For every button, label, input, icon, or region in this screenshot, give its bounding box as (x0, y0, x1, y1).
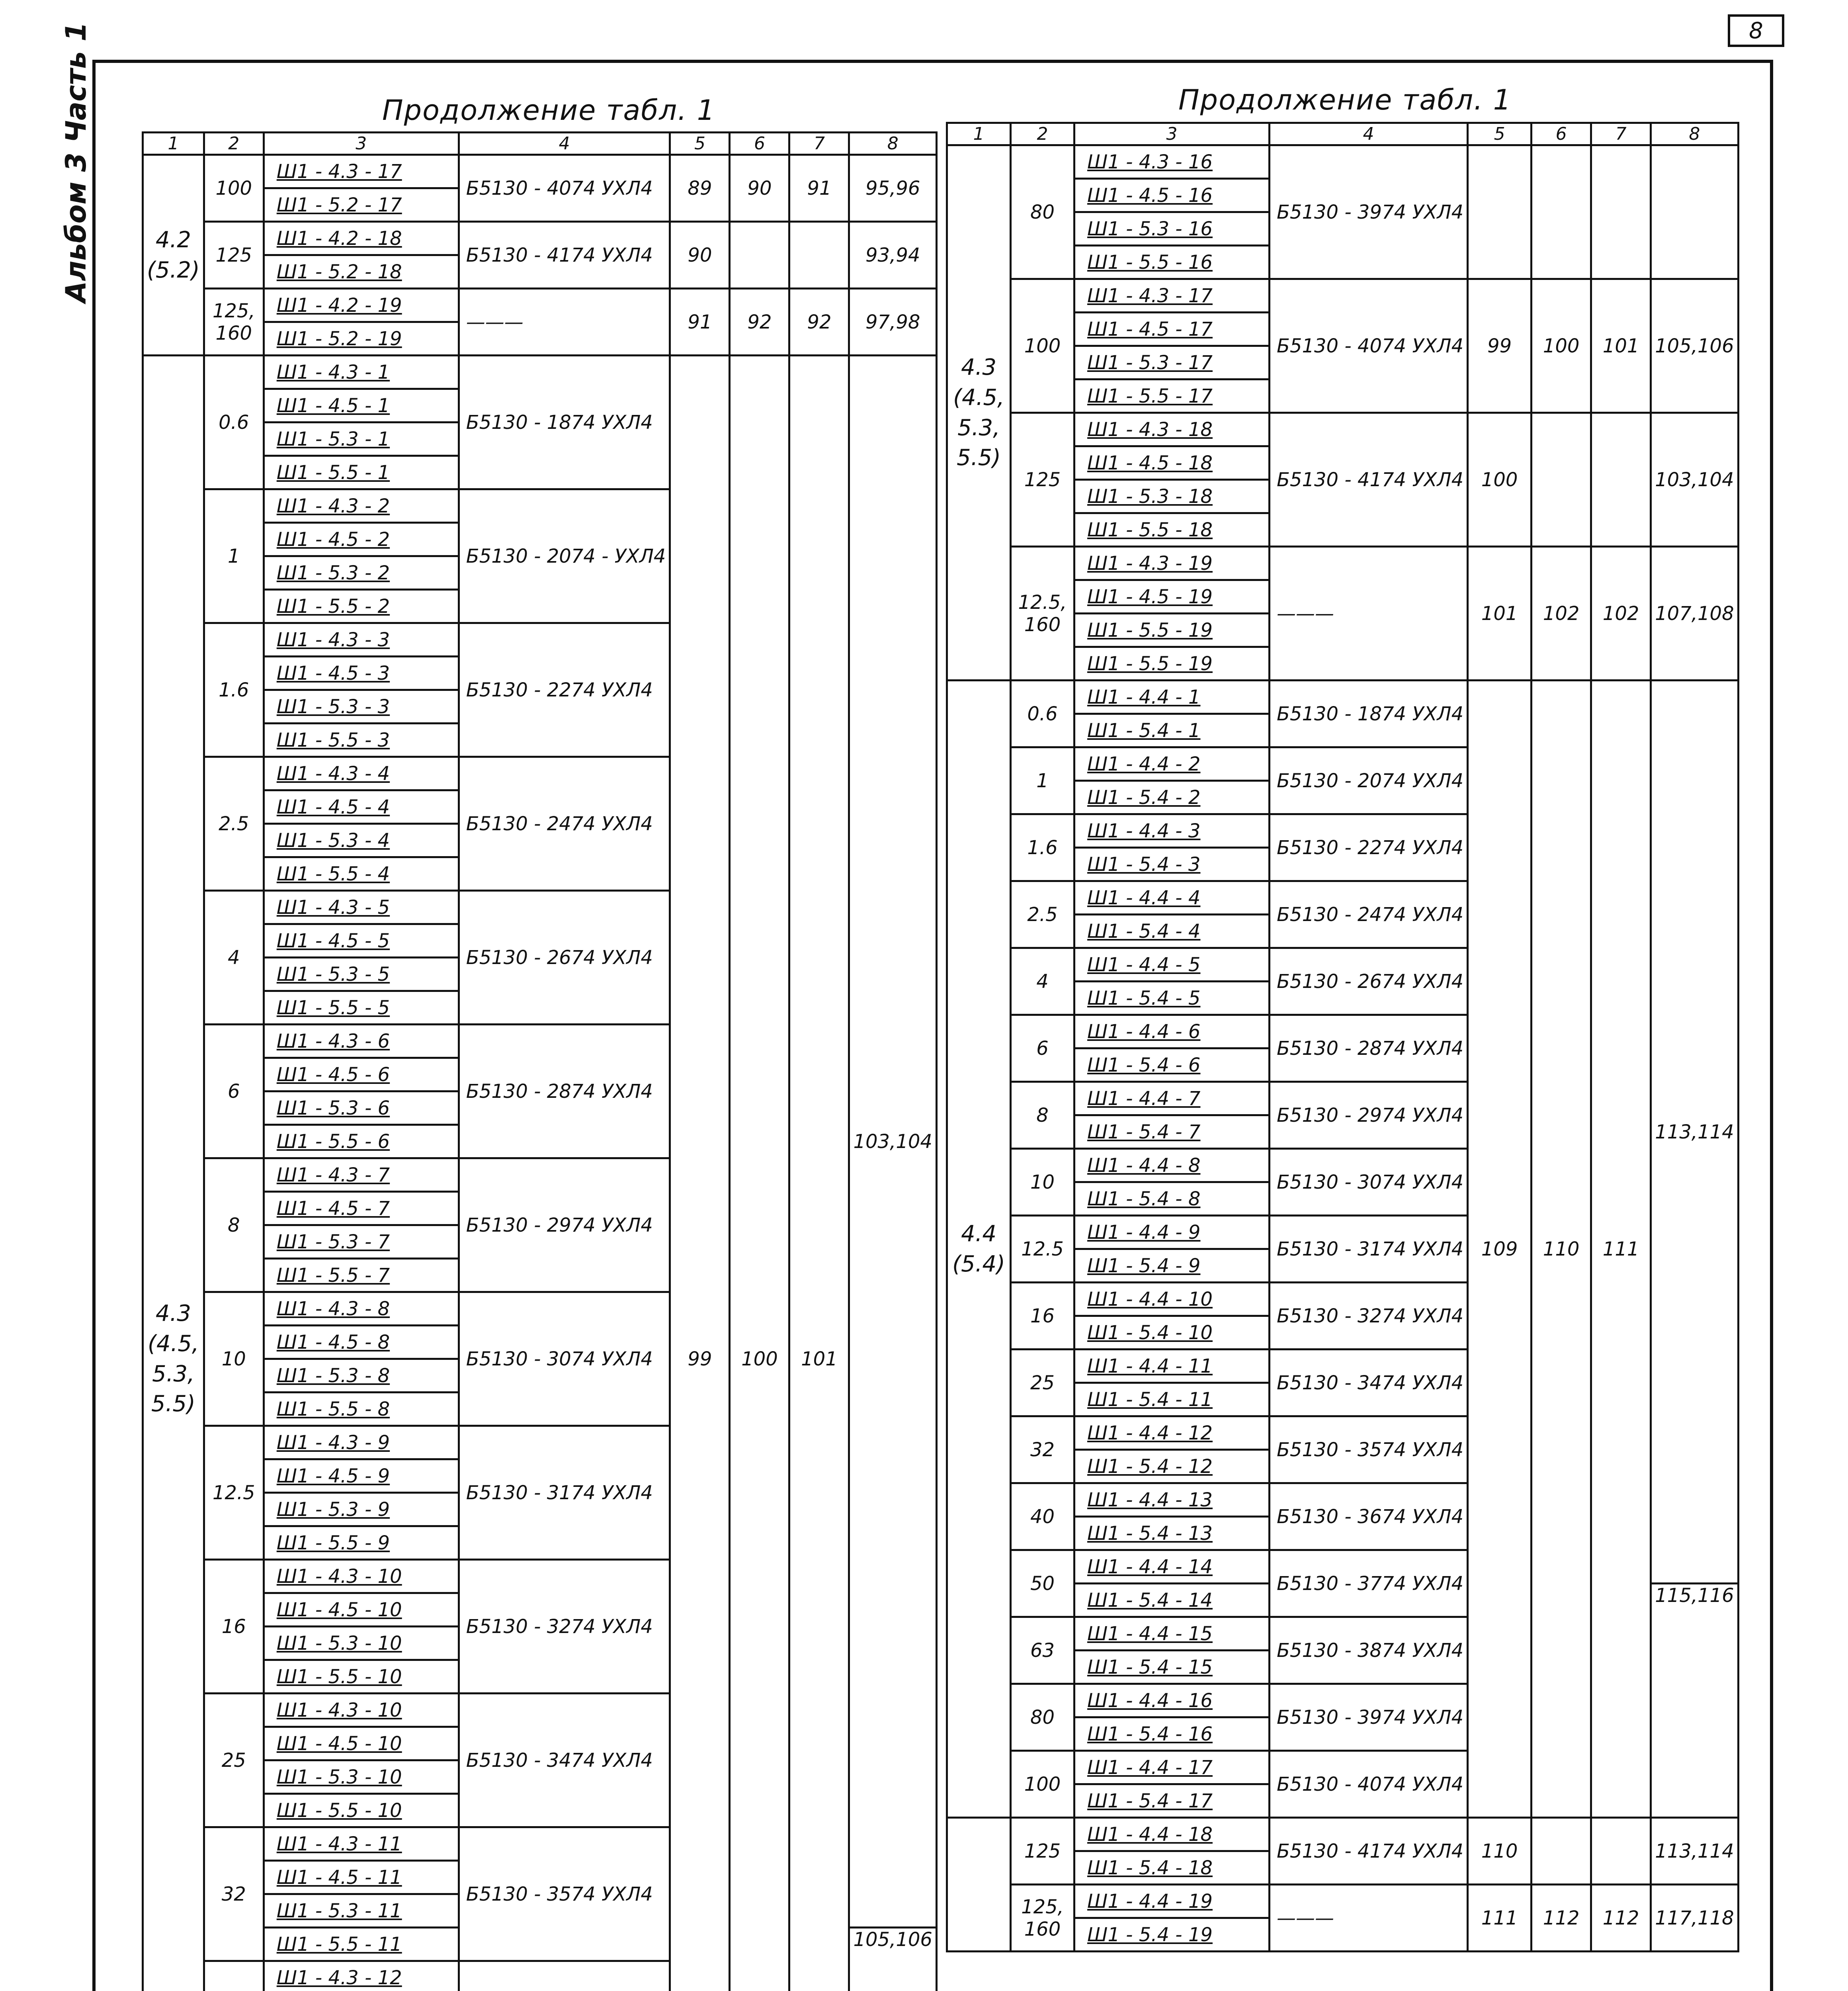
designation-cell: Ш1 - 5.5 - 11 (264, 1928, 459, 1961)
designation-cell: Ш1 - 4.3 - 9 (264, 1426, 459, 1459)
designation-cell: Ш1 - 4.5 - 10 (264, 1593, 459, 1627)
designation-cell: Ш1 - 5.3 - 1 (264, 422, 459, 456)
designation-cell: Ш1 - 4.4 - 17 (1074, 1751, 1270, 1784)
shared-value-c8: 113,114 (1651, 681, 1739, 1584)
column-header-4: 4 (459, 133, 670, 155)
designation-cell: Ш1 - 5.4 - 16 (1074, 1717, 1270, 1751)
column-header-3: 3 (264, 133, 459, 155)
table-row (143, 356, 937, 389)
part-number-cell: Б5130 - 3474 УХЛ4 (459, 1694, 670, 1827)
part-number-cell: Б5130 - 2074 УХЛ4 (1270, 747, 1468, 814)
value-cell-c6: 102 (1532, 547, 1591, 681)
column-header-4: 4 (1270, 123, 1468, 145)
part-number-cell: ——— (459, 289, 670, 356)
shared-value-c8b: 115,116 (1651, 1584, 1739, 1818)
designation-cell: Ш1 - 4.5 - 11 (264, 1861, 459, 1894)
value-cell-c5 (1468, 145, 1532, 279)
designation-cell: Ш1 - 5.4 - 5 (1074, 982, 1270, 1015)
shared-value-c8b: 105,106 (849, 1928, 937, 1991)
designation-cell: Ш1 - 5.2 - 19 (264, 322, 459, 356)
designation-cell: Ш1 - 4.3 - 4 (264, 757, 459, 790)
value-cell-c6: 90 (730, 155, 789, 222)
designation-cell: Ш1 - 4.3 - 18 (1074, 413, 1270, 446)
designation-cell: Ш1 - 4.4 - 7 (1074, 1082, 1270, 1115)
right-table-caption: Продолжение табл. 1 (1178, 84, 1512, 116)
designation-cell: Ш1 - 4.3 - 12 (264, 1961, 459, 1991)
designation-cell: Ш1 - 4.5 - 2 (264, 523, 459, 556)
designation-cell: Ш1 - 4.4 - 19 (1074, 1885, 1270, 1918)
designation-cell: Ш1 - 5.4 - 13 (1074, 1517, 1270, 1550)
value-cell-c8: 103,104 (1651, 413, 1739, 547)
value-cell-c6: 92 (730, 289, 789, 356)
value-cell-c7: 92 (789, 289, 849, 356)
part-number-cell: Б5130 - 2274 УХЛ4 (459, 623, 670, 757)
designation-cell: Ш1 - 5.3 - 10 (264, 1627, 459, 1660)
nominal-cell: 125 (1011, 1818, 1074, 1885)
designation-cell: Ш1 - 4.4 - 14 (1074, 1550, 1270, 1584)
nominal-cell: 25 (1011, 1349, 1074, 1416)
designation-cell: Ш1 - 4.2 - 19 (264, 289, 459, 322)
part-number-cell: Б5130 - 3974 УХЛ4 (1270, 1684, 1468, 1751)
value-cell-c6: 100 (1532, 279, 1591, 413)
nominal-cell: 12.5, 160 (1011, 547, 1074, 681)
column-header-1: 1 (143, 133, 204, 155)
column-header-8: 8 (849, 133, 937, 155)
album-side-label: Альбом 3 Часть 1 (60, 22, 92, 303)
designation-cell: Ш1 - 5.4 - 14 (1074, 1584, 1270, 1617)
designation-cell: Ш1 - 5.3 - 5 (264, 958, 459, 991)
designation-cell: Ш1 - 4.3 - 2 (264, 489, 459, 523)
nominal-cell: 50 (1011, 1550, 1074, 1617)
nominal-cell: 1.6 (204, 623, 264, 757)
designation-cell: Ш1 - 5.5 - 4 (264, 857, 459, 891)
right-table (946, 122, 1739, 1952)
designation-cell: Ш1 - 5.4 - 6 (1074, 1048, 1270, 1082)
group-cell: 4.3 (4.5, 5.3, 5.5) (947, 145, 1011, 681)
header-row (947, 123, 1739, 145)
part-number-cell: Б5130 - 2474 УХЛ4 (459, 757, 670, 891)
nominal-cell: 40 (1011, 1483, 1074, 1550)
designation-cell: Ш1 - 5.2 - 17 (264, 188, 459, 222)
table-row (947, 1885, 1739, 1918)
part-number-cell: Б5130 - 3674 УХЛ4 (1270, 1483, 1468, 1550)
nominal-cell: 8 (204, 1158, 264, 1292)
nominal-cell: 16 (204, 1560, 264, 1694)
designation-cell: Ш1 - 4.4 - 8 (1074, 1149, 1270, 1182)
designation-cell: Ш1 - 5.3 - 11 (264, 1894, 459, 1928)
part-number-cell: Б5130 - 4174 УХЛ4 (1270, 1818, 1468, 1885)
designation-cell: Ш1 - 5.5 - 19 (1074, 614, 1270, 647)
designation-cell: Ш1 - 5.4 - 19 (1074, 1918, 1270, 1952)
part-number-cell: Б5130 - 3174 УХЛ4 (1270, 1216, 1468, 1283)
part-number-cell: Б5130 - 3574 УХЛ4 (1270, 1416, 1468, 1483)
table-row (947, 413, 1739, 446)
value-cell-c6 (1532, 145, 1591, 279)
designation-cell: Ш1 - 4.3 - 7 (264, 1158, 459, 1192)
designation-cell: Ш1 - 5.4 - 8 (1074, 1182, 1270, 1216)
part-number-cell: Б5130 - 4074 УХЛ4 (1270, 1751, 1468, 1818)
designation-cell: Ш1 - 5.3 - 18 (1074, 480, 1270, 513)
part-number-cell: Б5130 - 2274 УХЛ4 (1270, 814, 1468, 881)
group-cell (947, 1818, 1011, 1952)
group-cell: 4.2 (5.2) (143, 155, 204, 356)
value-cell-c7: 101 (1591, 279, 1651, 413)
designation-cell: Ш1 - 5.3 - 4 (264, 824, 459, 857)
designation-cell: Ш1 - 4.3 - 8 (264, 1292, 459, 1326)
shared-value-c5: 99 (670, 356, 730, 1991)
designation-cell: Ш1 - 4.5 - 3 (264, 657, 459, 690)
part-number-cell: Б5130 - 3974 УХЛ4 (1270, 145, 1468, 279)
nominal-cell: 1 (1011, 747, 1074, 814)
table-row (947, 145, 1739, 179)
value-cell-c5: 100 (1468, 413, 1532, 547)
designation-cell: Ш1 - 5.4 - 3 (1074, 848, 1270, 881)
nominal-cell: 0.6 (1011, 681, 1074, 747)
value-cell-c8: 105,106 (1651, 279, 1739, 413)
designation-cell: Ш1 - 5.5 - 2 (264, 590, 459, 623)
designation-cell: Ш1 - 5.3 - 7 (264, 1225, 459, 1259)
nominal-cell: 6 (204, 1025, 264, 1158)
value-cell-c5: 91 (670, 289, 730, 356)
nominal-cell: 12.5 (204, 1426, 264, 1560)
designation-cell: Ш1 - 4.4 - 15 (1074, 1617, 1270, 1651)
column-header-5: 5 (670, 133, 730, 155)
designation-cell: Ш1 - 5.3 - 2 (264, 556, 459, 590)
part-number-cell: Б5130 - 1874 УХЛ4 (1270, 681, 1468, 747)
designation-cell: Ш1 - 4.4 - 18 (1074, 1818, 1270, 1851)
designation-cell: Ш1 - 4.3 - 11 (264, 1827, 459, 1861)
value-cell-c8: 93,94 (849, 222, 937, 289)
designation-cell: Ш1 - 4.5 - 7 (264, 1192, 459, 1225)
designation-cell: Ш1 - 5.5 - 8 (264, 1393, 459, 1426)
column-header-7: 7 (789, 133, 849, 155)
nominal-cell: 8 (1011, 1082, 1074, 1149)
part-number-cell: Б5130 - 3274 УХЛ4 (1270, 1283, 1468, 1349)
designation-cell: Ш1 - 5.3 - 17 (1074, 346, 1270, 379)
designation-cell: Ш1 - 5.5 - 6 (264, 1125, 459, 1158)
part-number-cell: Б5130 - 3174 УХЛ4 (459, 1426, 670, 1560)
part-number-cell: ——— (1270, 547, 1468, 681)
designation-cell: Ш1 - 5.4 - 18 (1074, 1851, 1270, 1885)
designation-cell: Ш1 - 5.5 - 5 (264, 991, 459, 1025)
header-row (143, 133, 937, 155)
value-cell-c6 (730, 222, 789, 289)
nominal-cell: 80 (1011, 1684, 1074, 1751)
designation-cell: Ш1 - 5.2 - 18 (264, 255, 459, 289)
designation-cell: Ш1 - 4.3 - 17 (1074, 279, 1270, 313)
value-cell-c6: 112 (1532, 1885, 1591, 1952)
designation-cell: Ш1 - 4.3 - 10 (264, 1560, 459, 1593)
part-number-cell: Б5130 - 2674 УХЛ4 (1270, 948, 1468, 1015)
value-cell-c8: 107,108 (1651, 547, 1739, 681)
designation-cell: Ш1 - 5.4 - 15 (1074, 1651, 1270, 1684)
designation-cell: Ш1 - 5.5 - 10 (264, 1794, 459, 1827)
nominal-cell: 2.5 (204, 757, 264, 891)
column-header-8: 8 (1651, 123, 1739, 145)
value-cell-c5: 110 (1468, 1818, 1532, 1885)
designation-cell: Ш1 - 5.5 - 19 (1074, 647, 1270, 681)
shared-value-c7: 101 (789, 356, 849, 1991)
designation-cell: Ш1 - 5.3 - 3 (264, 690, 459, 724)
part-number-cell: Б5130 - 2974 УХЛ4 (1270, 1082, 1468, 1149)
designation-cell: Ш1 - 5.3 - 8 (264, 1359, 459, 1393)
designation-cell: Ш1 - 5.4 - 4 (1074, 915, 1270, 948)
shared-value-c6: 100 (730, 356, 789, 1991)
designation-cell: Ш1 - 4.5 - 16 (1074, 179, 1270, 212)
designation-cell: Ш1 - 5.4 - 1 (1074, 714, 1270, 747)
part-number-cell: Б5130 - 3874 УХЛ4 (1270, 1617, 1468, 1684)
designation-cell: Ш1 - 5.4 - 7 (1074, 1115, 1270, 1149)
value-cell-c5: 101 (1468, 547, 1532, 681)
value-cell-c7 (1591, 413, 1651, 547)
designation-cell: Ш1 - 4.3 - 19 (1074, 547, 1270, 580)
table-row (947, 681, 1739, 714)
designation-cell: Ш1 - 4.4 - 10 (1074, 1283, 1270, 1316)
shared-value-c7: 111 (1591, 681, 1651, 1818)
part-number-cell: Б5130 - 3074 УХЛ4 (459, 1292, 670, 1426)
table-row (143, 222, 937, 255)
nominal-cell: 4 (204, 891, 264, 1025)
designation-cell: Ш1 - 5.5 - 3 (264, 724, 459, 757)
shared-value-c8: 103,104 (849, 356, 937, 1928)
part-number-cell: Б5130 - 2474 УХЛ4 (1270, 881, 1468, 948)
table-row (947, 279, 1739, 313)
right-table-wrap (946, 122, 1739, 1952)
designation-cell: Ш1 - 4.4 - 9 (1074, 1216, 1270, 1249)
value-cell-c7: 102 (1591, 547, 1651, 681)
designation-cell: Ш1 - 4.4 - 6 (1074, 1015, 1270, 1048)
part-number-cell: Б5130 - 2674 УХЛ4 (459, 891, 670, 1025)
designation-cell: Ш1 - 4.3 - 1 (264, 356, 459, 389)
part-number-cell: Б5130 - 4174 УХЛ4 (1270, 413, 1468, 547)
designation-cell: Ш1 - 4.4 - 1 (1074, 681, 1270, 714)
designation-cell: Ш1 - 5.4 - 9 (1074, 1249, 1270, 1283)
column-header-3: 3 (1074, 123, 1270, 145)
column-header-2: 2 (204, 133, 264, 155)
table-row (947, 1818, 1739, 1851)
designation-cell: Ш1 - 5.4 - 10 (1074, 1316, 1270, 1349)
value-cell-c5: 89 (670, 155, 730, 222)
nominal-cell: 1 (204, 489, 264, 623)
nominal-cell: 12.5 (1011, 1216, 1074, 1283)
designation-cell: Ш1 - 4.5 - 9 (264, 1459, 459, 1493)
column-header-1: 1 (947, 123, 1011, 145)
table-row (947, 547, 1739, 580)
group-cell: 4.4 (5.4) (947, 681, 1011, 1818)
part-number-cell: Б5130 - 3474 УХЛ4 (1270, 1349, 1468, 1416)
designation-cell: Ш1 - 5.4 - 11 (1074, 1383, 1270, 1416)
value-cell-c7 (789, 222, 849, 289)
shared-value-c5: 109 (1468, 681, 1532, 1818)
shared-value-c6: 110 (1532, 681, 1591, 1818)
left-table-caption: Продолжение табл. 1 (382, 94, 716, 127)
part-number-cell: Б5130 - 3574 УХЛ4 (459, 1827, 670, 1961)
nominal-cell (204, 1961, 264, 1991)
value-cell-c5: 90 (670, 222, 730, 289)
nominal-cell: 16 (1011, 1283, 1074, 1349)
nominal-cell: 10 (1011, 1149, 1074, 1216)
designation-cell: Ш1 - 4.3 - 10 (264, 1694, 459, 1727)
value-cell-c5: 111 (1468, 1885, 1532, 1952)
designation-cell: Ш1 - 4.3 - 3 (264, 623, 459, 657)
part-number-cell (459, 1961, 670, 1991)
nominal-cell: 125 (1011, 413, 1074, 547)
designation-cell: Ш1 - 5.4 - 12 (1074, 1450, 1270, 1483)
part-number-cell: Б5130 - 2874 УХЛ4 (459, 1025, 670, 1158)
left-table (142, 131, 938, 1991)
value-cell-c8 (1651, 145, 1739, 279)
designation-cell: Ш1 - 5.5 - 7 (264, 1259, 459, 1292)
part-number-cell: Б5130 - 4074 УХЛ4 (459, 155, 670, 222)
designation-cell: Ш1 - 4.4 - 13 (1074, 1483, 1270, 1517)
column-header-6: 6 (1532, 123, 1591, 145)
top-sheet-number: 8 (1728, 14, 1784, 47)
designation-cell: Ш1 - 4.5 - 4 (264, 790, 459, 824)
designation-cell: Ш1 - 5.5 - 9 (264, 1526, 459, 1560)
value-cell-c8: 95,96 (849, 155, 937, 222)
designation-cell: Ш1 - 5.5 - 18 (1074, 513, 1270, 547)
designation-cell: Ш1 - 4.4 - 3 (1074, 814, 1270, 848)
value-cell-c6 (1532, 1818, 1591, 1885)
designation-cell: Ш1 - 4.4 - 2 (1074, 747, 1270, 781)
value-cell-c7: 112 (1591, 1885, 1651, 1952)
designation-cell: Ш1 - 4.5 - 17 (1074, 313, 1270, 346)
designation-cell: Ш1 - 4.4 - 5 (1074, 948, 1270, 982)
nominal-cell: 1.6 (1011, 814, 1074, 881)
designation-cell: Ш1 - 4.4 - 16 (1074, 1684, 1270, 1717)
designation-cell: Ш1 - 4.3 - 17 (264, 155, 459, 188)
nominal-cell: 32 (1011, 1416, 1074, 1483)
designation-cell: Ш1 - 4.2 - 18 (264, 222, 459, 255)
nominal-cell: 63 (1011, 1617, 1074, 1684)
value-cell-c8: 113,114 (1651, 1818, 1739, 1885)
part-number-cell: Б5130 - 2974 УХЛ4 (459, 1158, 670, 1292)
part-number-cell: Б5130 - 3774 УХЛ4 (1270, 1550, 1468, 1617)
designation-cell: Ш1 - 4.5 - 5 (264, 924, 459, 958)
designation-cell: Ш1 - 4.5 - 6 (264, 1058, 459, 1091)
value-cell-c7: 91 (789, 155, 849, 222)
designation-cell: Ш1 - 4.5 - 19 (1074, 580, 1270, 614)
part-number-cell: Б5130 - 2874 УХЛ4 (1270, 1015, 1468, 1082)
column-header-6: 6 (730, 133, 789, 155)
designation-cell: Ш1 - 4.4 - 11 (1074, 1349, 1270, 1383)
designation-cell: Ш1 - 4.3 - 16 (1074, 145, 1270, 179)
value-cell-c6 (1532, 413, 1591, 547)
designation-cell: Ш1 - 4.3 - 6 (264, 1025, 459, 1058)
part-number-cell: Б5130 - 4174 УХЛ4 (459, 222, 670, 289)
part-number-cell: Б5130 - 4074 УХЛ4 (1270, 279, 1468, 413)
nominal-cell: 6 (1011, 1015, 1074, 1082)
left-table-wrap (142, 131, 938, 1991)
nominal-cell: 32 (204, 1827, 264, 1961)
nominal-cell: 4 (1011, 948, 1074, 1015)
value-cell-c7 (1591, 1818, 1651, 1885)
group-cell: 4.3 (4.5, 5.3, 5.5) (143, 356, 204, 1991)
designation-cell: Ш1 - 5.3 - 9 (264, 1493, 459, 1526)
nominal-cell: 10 (204, 1292, 264, 1426)
value-cell-c5: 99 (1468, 279, 1532, 413)
column-header-7: 7 (1591, 123, 1651, 145)
designation-cell: Ш1 - 5.3 - 10 (264, 1760, 459, 1794)
part-number-cell: ——— (1270, 1885, 1468, 1952)
designation-cell: Ш1 - 5.4 - 17 (1074, 1784, 1270, 1818)
part-number-cell: Б5130 - 2074 - УХЛ4 (459, 489, 670, 623)
nominal-cell: 100 (204, 155, 264, 222)
nominal-cell: 125, 160 (204, 289, 264, 356)
nominal-cell: 125, 160 (1011, 1885, 1074, 1952)
value-cell-c7 (1591, 145, 1651, 279)
designation-cell: Ш1 - 5.5 - 1 (264, 456, 459, 489)
designation-cell: Ш1 - 4.5 - 8 (264, 1326, 459, 1359)
part-number-cell: Б5130 - 1874 УХЛ4 (459, 356, 670, 489)
designation-cell: Ш1 - 5.5 - 17 (1074, 379, 1270, 413)
designation-cell: Ш1 - 5.4 - 2 (1074, 781, 1270, 814)
nominal-cell: 2.5 (1011, 881, 1074, 948)
designation-cell: Ш1 - 4.4 - 12 (1074, 1416, 1270, 1450)
designation-cell: Ш1 - 5.3 - 6 (264, 1091, 459, 1125)
designation-cell: Ш1 - 4.5 - 1 (264, 389, 459, 422)
designation-cell: Ш1 - 4.3 - 5 (264, 891, 459, 924)
nominal-cell: 100 (1011, 1751, 1074, 1818)
part-number-cell: Б5130 - 3274 УХЛ4 (459, 1560, 670, 1694)
nominal-cell: 0.6 (204, 356, 264, 489)
column-header-5: 5 (1468, 123, 1532, 145)
part-number-cell: Б5130 - 3074 УХЛ4 (1270, 1149, 1468, 1216)
table-row (143, 289, 937, 322)
nominal-cell: 25 (204, 1694, 264, 1827)
column-header-2: 2 (1011, 123, 1074, 145)
nominal-cell: 100 (1011, 279, 1074, 413)
table-row (143, 155, 937, 188)
designation-cell: Ш1 - 5.3 - 16 (1074, 212, 1270, 246)
nominal-cell: 125 (204, 222, 264, 289)
designation-cell: Ш1 - 5.5 - 10 (264, 1660, 459, 1694)
designation-cell: Ш1 - 5.5 - 16 (1074, 246, 1270, 279)
value-cell-c8: 97,98 (849, 289, 937, 356)
designation-cell: Ш1 - 4.5 - 10 (264, 1727, 459, 1760)
nominal-cell: 80 (1011, 145, 1074, 279)
value-cell-c8: 117,118 (1651, 1885, 1739, 1952)
designation-cell: Ш1 - 4.4 - 4 (1074, 881, 1270, 915)
designation-cell: Ш1 - 4.5 - 18 (1074, 446, 1270, 480)
